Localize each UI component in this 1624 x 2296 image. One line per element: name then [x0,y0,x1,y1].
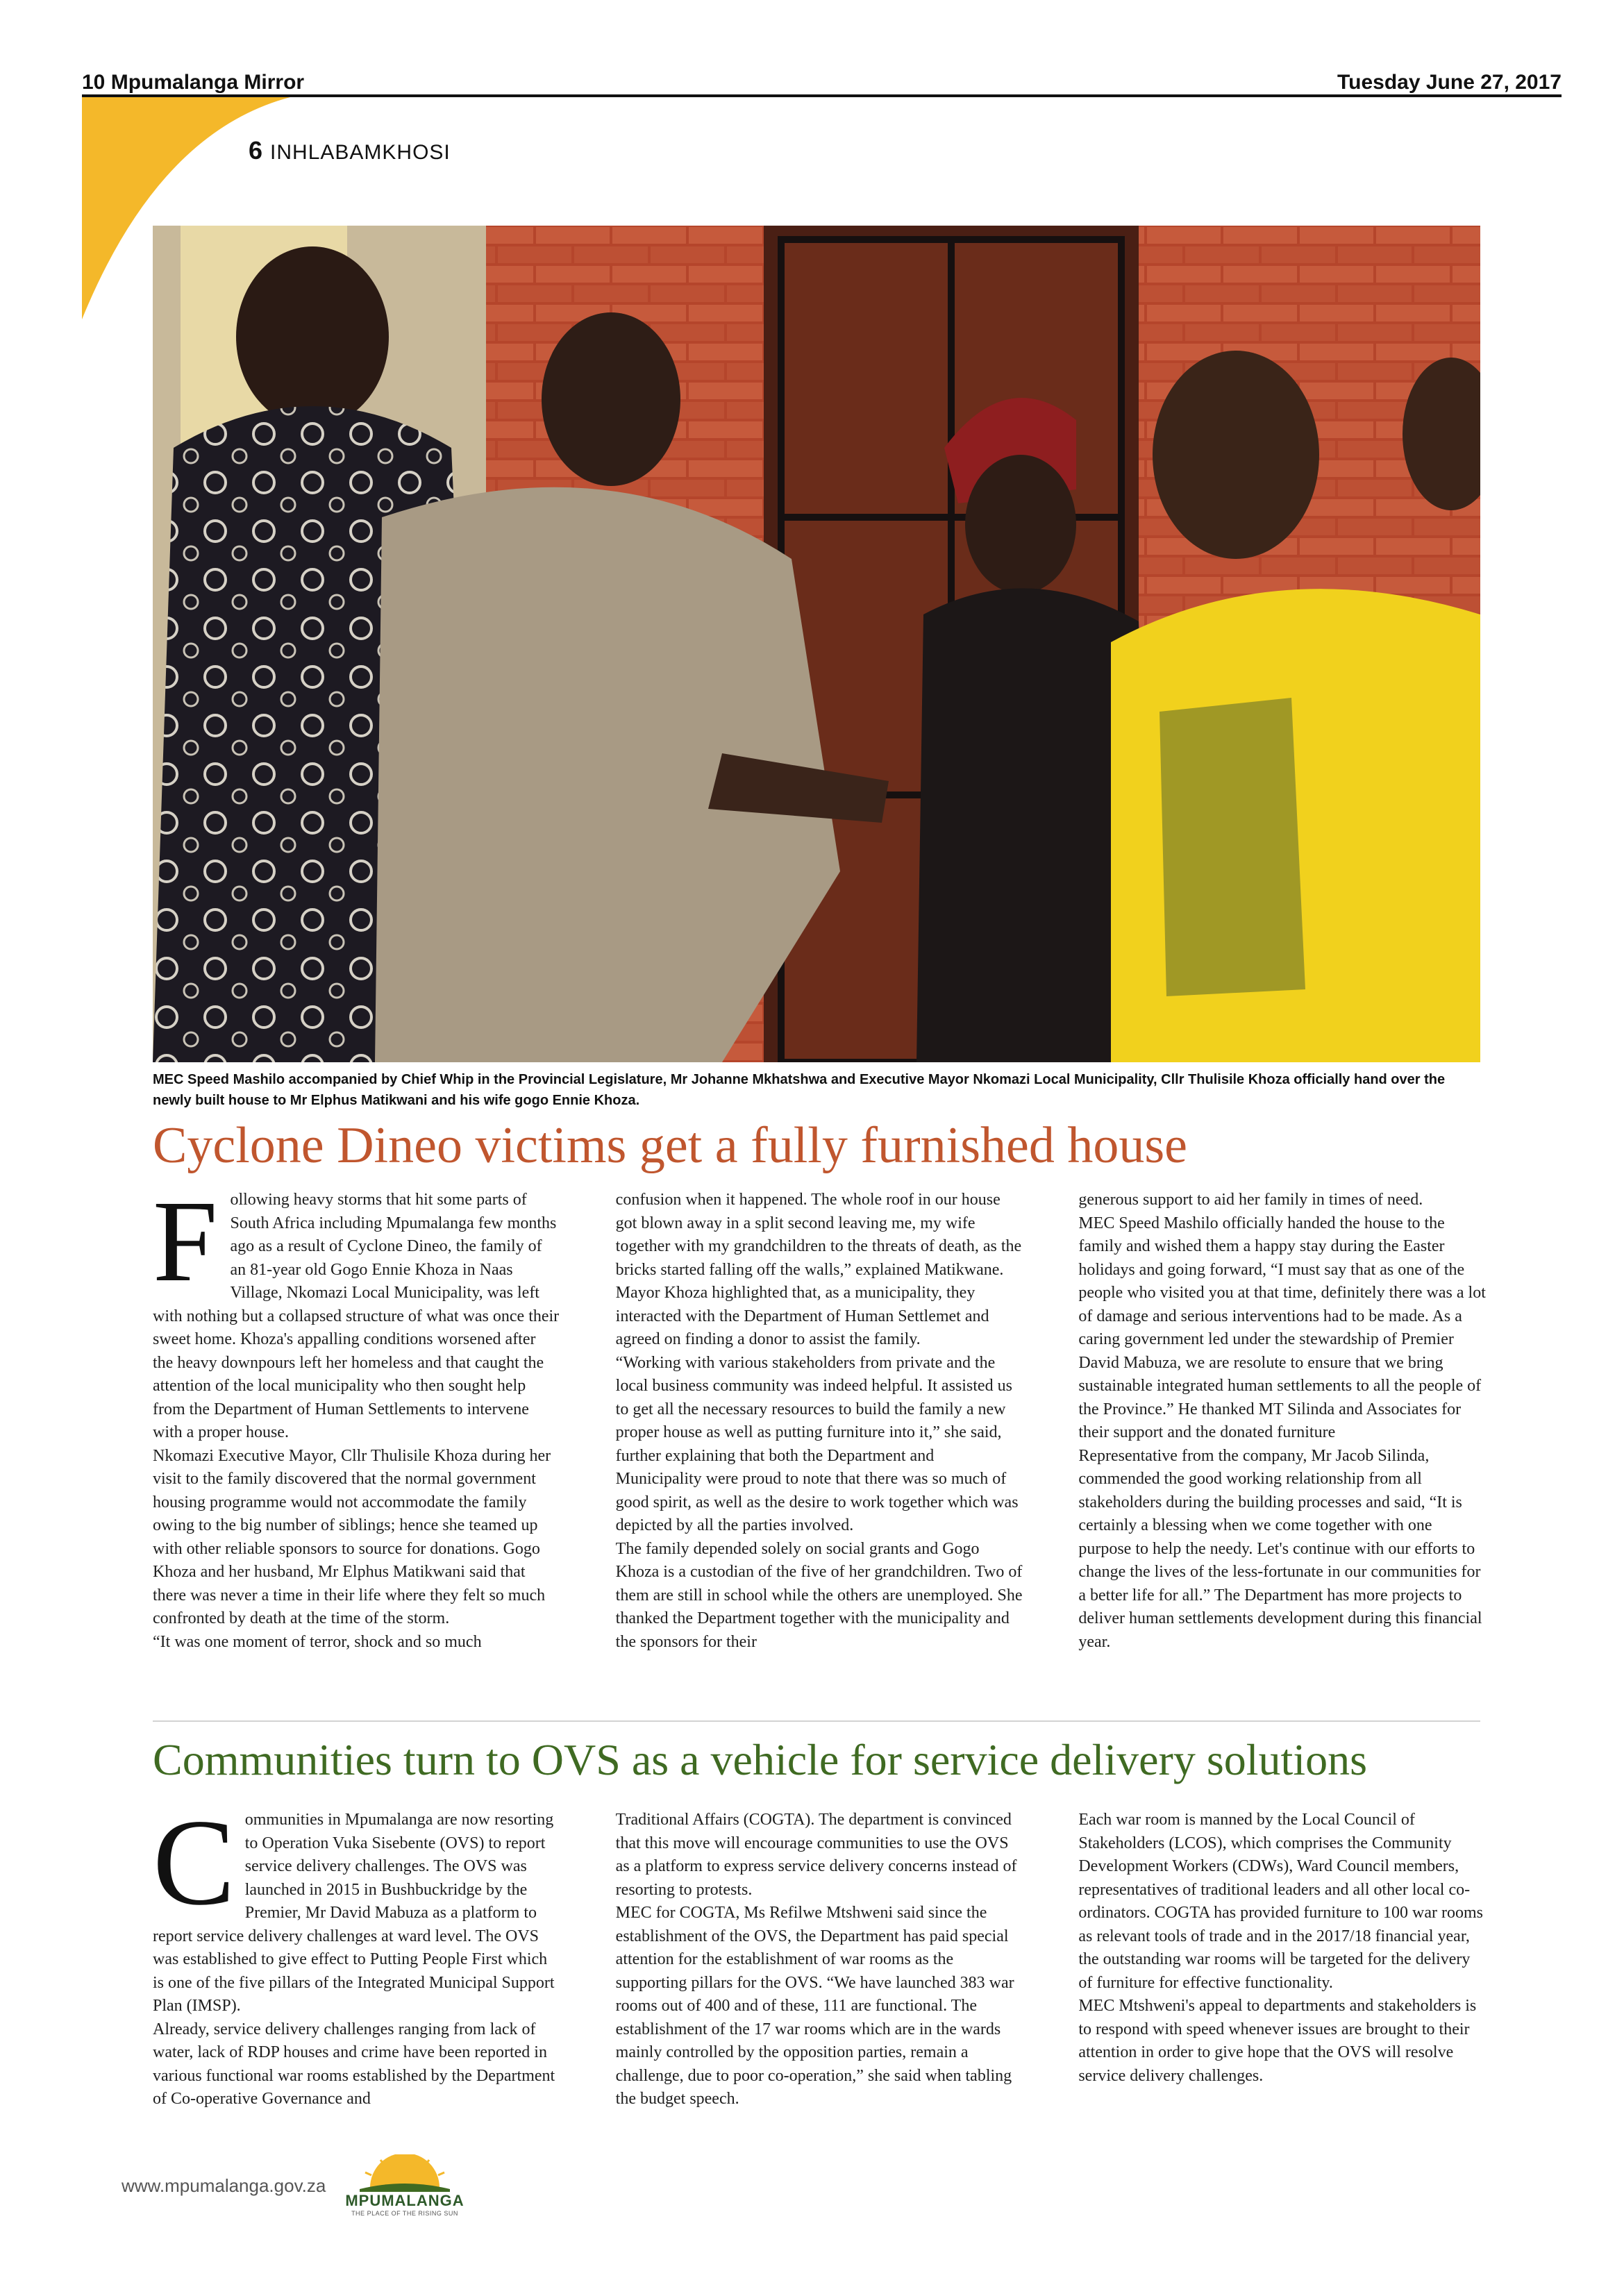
article1-paragraph: “It was one moment of terror, shock and so much [153,1632,482,1651]
article1-paragraph: confusion when it happened. The whole roof in our house got blown away in a split second leaving me, my wife together with my grandchildren to the threats of death, as the bricks started falling off the walls,” explained Matikwane. [615,1191,1022,1279]
issue-date: Tuesday June 27, 2017 [1337,71,1562,94]
news-photo [153,226,1480,1062]
article1-paragraph: The family depended solely on social grants and Gogo Khoza is a custodian of the five of her grandchildren. Two of them are still in school while the others are unemployed. She thanked the Department together with the municipality and the sponsors for their [615,1539,1023,1651]
article1-paragraph: generous support to aid her family in times of need. [1078,1191,1423,1209]
article1-column-3 [1078,1189,1486,1654]
article1-headline: Cyclone Dineo victims get a fully furnished house [153,1117,1187,1174]
article2-paragraph: Each war room is manned by the Local Council of Stakeholders (LCOS), which comprises the Community Development Workers (CDWs), Ward Council members, representatives of traditional leaders and all other local co-ordinators. COGTA has provided furniture to 100 war rooms as relevant tools of trade and in the 2017/18 financial year, the outstanding war rooms will be targeted for the delivery of furniture for effective functionality. [1078,1811,1483,1992]
mpumalanga-logo [345,2154,464,2217]
article2-paragraph: MEC for COGTA, Ms Refilwe Mtshweni said since the establishment of the OVS, the Department has paid special attention for the establishment of war rooms as the supporting pillars for the OVS. “We have launched 383 war rooms out of 400 and of these, 111 are functional. The establishment of the 17 war rooms which are in the wards mainly controlled by the opposition parties, remain a challenge, due to poor co-operation,” she said when tabling the budget speech. [615,1904,1014,2108]
article2-column-3 [1078,1809,1486,2111]
article2-headline: Communities turn to OVS as a vehicle for service delivery solutions [153,1735,1367,1784]
article1-column-1 [153,1177,560,1654]
article1-paragraph: Representative from the company, Mr Jacob Silinda, commended the good working relationship from all stakeholders during the building processes and said, “It is certainly a blessing when we come together with one purpose to help the needy. Let's continue with our efforts to change the lives of the less-fortunate in our communities for a better life for all.” The Department has more projects to deliver human settlements development during this financial year. [1078,1446,1482,1651]
article1-paragraph: “Working with various stakeholders from private and the local business community was indeed helpful. It assisted us to get all the necessary resources to build the family a new proper house as well as putting furniture into it,” she said, further explaining that both the Department and Municipality were proud to note that there was so much of good spirit, as well as the desire to work together which was depicted by all the parties involved. [615,1353,1019,1534]
section-tag [249,136,451,165]
article2-paragraph: Already, service delivery challenges ranging from lack of water, lack of RDP houses and crime have been reported in various functional war rooms established by the Department of Co-operative Governance and [153,2020,555,2108]
article2-paragraph: MEC Mtshweni's appeal to departments and stakeholders is to respond with speed whenever issues are brought to their attention in order to give hope that the OVS will resolve service delivery challenges. [1078,1997,1477,2085]
article2-column-1 [153,1793,560,2111]
section-divider [153,1720,1480,1722]
section-number: 6 [249,136,264,165]
article2-column-2 [616,1809,1023,2111]
logo-name: MPUMALANGA [345,2192,464,2209]
page-footer [122,2144,464,2227]
section-name: INHLABAMKHOSI [270,141,451,164]
article1-paragraph: MEC Speed Mashilo officially handed the house to the family and wished them a happy stay during the Easter holidays and going forward, “I must say that as one of the people who visited you at that time, definitely there was a lot of damage and serious interventions had to be made. As a caring government led under the stewardship of Premier David Mabuza, we are resolute to ensure that we bring sustainable integrated human settlements to all the people of the Province.” He thanked MT Silinda and Associates for their support and the donated furniture [1078,1214,1486,1441]
masthead-rule [82,94,1562,97]
photo-caption: MEC Speed Mashilo accompanied by Chief Whip in the Provincial Legislature, Mr Johanne Mkhatshwa and Executive Mayor Nkomazi Local Municipality, Cllr Thulisile Khoza officially hand over the newly built house to Mr Elphus Matikwani and his wife gogo Ennie Khoza. [153,1072,1446,1108]
article2-paragraph: Traditional Affairs (COGTA). The department is convinced that this move will encourage communities to use the OVS as a platform to express service delivery concerns instead of resorting to protests. [615,1811,1017,1899]
article2-paragraph: ommunities in Mpumalanga are now resorting to Operation Vuka Sisebente (OVS) to report service delivery challenges. The OVS was launched in 2015 in Bushbuckridge by the Premier, Mr David Mabuza as a platform to report service delivery challenges at ward level. The OVS was established to give effect to Putting People First which is one of the five pillars of the Integrated Municipal Support Plan (IMSP). [153,1811,555,2015]
article2-body [153,1793,1486,2111]
website-link[interactable]: www.mpumalanga.gov.za [122,2175,326,2196]
article1-paragraph: Nkomazi Executive Mayor, Cllr Thulisile Khoza during her visit to the family discovered that the normal government housing programme would not accommodate the family owing to the big number of siblings; hence she teamed up with other reliable sponsors to source for donations. Gogo Khoza and her husband, Mr Elphus Matikwani said that there was never a time in their life where they felt so much confronted by death at the time of the storm. [153,1446,551,1627]
publication-name: 10 Mpumalanga Mirror [82,71,305,94]
article1-paragraph: ollowing heavy storms that hit some parts of South Africa including Mpumalanga few months ago as a result of Cyclone Dineo, the family of an 81-year old Gogo Ennie Khoza in Naas Village, Nkomazi Local Municipality, was left with nothing but a collapsed structure of what was once their sweet home. Khoza's appalling conditions worsened after the heavy downpours left her homeless and that caught the attention of the local municipality who then sought help from the Department of Human Settlements to intervene with a proper house. [153,1191,560,1441]
article2-dropcap: C [153,1793,235,1931]
article1-dropcap: F [153,1177,218,1306]
logo-tagline: THE PLACE OF THE RISING SUN [351,2210,458,2217]
article1-body [153,1177,1486,1654]
article1-column-2 [616,1189,1023,1654]
masthead [82,64,1562,94]
rising-sun-icon [360,2154,450,2192]
article1-paragraph: Mayor Khoza highlighted that, as a municipality, they interacted with the Department of Human Settlemet and agreed on finding a donor to assist the family. [615,1284,989,1348]
